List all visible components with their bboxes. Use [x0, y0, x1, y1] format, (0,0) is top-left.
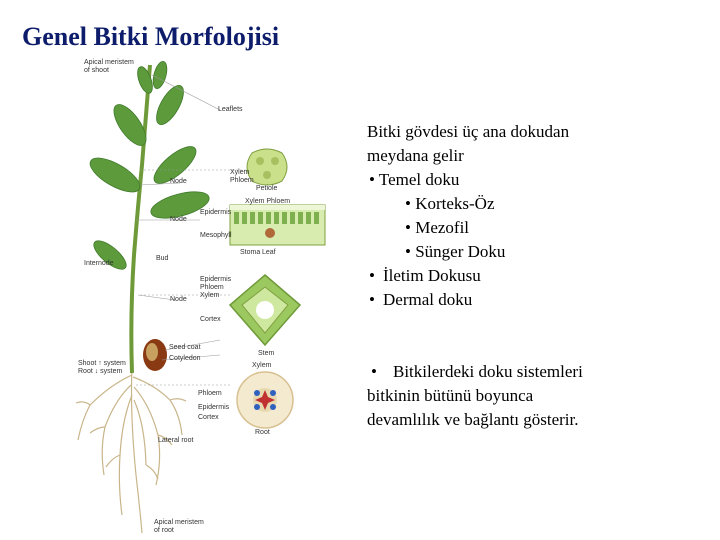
label-apical-meristem-shoot: Apical meristem — [84, 59, 134, 66]
slide-title: Genel Bitki Morfolojisi — [22, 22, 280, 51]
bullet: • — [371, 362, 377, 381]
bullet: • — [369, 290, 375, 309]
label-epidermis-3: Epidermis — [198, 404, 230, 411]
label-apical-meristem-root-2: of root — [154, 527, 174, 534]
leaves-drawing — [85, 60, 212, 274]
label-phloem-1: Phloem — [230, 177, 254, 184]
label-epidermis-2: Epidermis — [200, 276, 232, 283]
label-xylem-2: Xylem — [200, 292, 220, 299]
list-item-vascular-tissue: • İletim Dokusu — [367, 264, 569, 288]
bullet: • — [369, 266, 375, 285]
label-leaf: Leaf — [262, 249, 276, 256]
note-line-1: • Bitkilerdeki doku sistemleri — [367, 360, 583, 384]
label-phloem-3: Phloem — [198, 390, 222, 397]
label-stem: Stem — [258, 350, 275, 357]
stem-drawing — [131, 65, 150, 373]
list-item-ground-tissue: • Temel doku — [369, 170, 460, 189]
label-epidermis-1: Epidermis — [200, 209, 232, 216]
sub-item-spongy-tissue: • Sünger Doku — [405, 242, 506, 261]
label-bud: Bud — [156, 255, 169, 262]
intro-line-2: meydana gelir — [367, 146, 464, 165]
label-node-1: Node — [170, 178, 187, 185]
label-apical-meristem-shoot-2: of shoot — [84, 67, 109, 74]
label-stoma: Stoma — [240, 249, 261, 256]
label-mesophyll: Mesophyll — [200, 232, 232, 239]
label-xylem-phloem: Xylem Phloem — [245, 198, 291, 205]
label-node-2: Node — [170, 216, 187, 223]
stem-cross-section-drawing — [230, 275, 300, 345]
list-item-dermal-tissue: • Dermal doku — [367, 288, 569, 312]
plant-morphology-diagram — [70, 55, 345, 540]
label-leaflets: Leaflets — [218, 106, 243, 113]
label-shoot-system: Shoot ↑ system — [78, 360, 126, 367]
label-internode: Internode — [84, 260, 114, 267]
note-paragraph — [367, 360, 583, 432]
label-cortex-2: Cortex — [198, 414, 219, 421]
bullet: • — [405, 194, 411, 213]
label-lateral-root: Lateral root — [158, 437, 194, 444]
sub-item-mesophyll: • Mezofil — [405, 218, 470, 237]
bullet: • — [369, 170, 375, 189]
label-cotyledon: Cotyledon — [169, 355, 201, 362]
note-line-3: devamlılık ve bağlantı gösterir. — [367, 410, 579, 429]
label-seed-coat: Seed coat — [169, 344, 201, 351]
label-petiole: Petiole — [256, 185, 278, 192]
label-xylem-3: Xylem — [252, 362, 272, 369]
intro-line-1: Bitki gövdesi üç ana dokudan — [367, 122, 570, 141]
label-xylem-1: Xylem — [230, 169, 250, 176]
label-cortex-1: Cortex — [200, 316, 221, 323]
label-root: Root — [255, 429, 270, 436]
bullet: • — [405, 242, 411, 261]
sub-item-cortex-pith: • Korteks-Öz — [405, 194, 495, 213]
bullet: • — [405, 218, 411, 237]
label-phloem-2: Phloem — [200, 284, 224, 291]
label-node-3: Node — [170, 296, 187, 303]
root-system-drawing — [76, 367, 186, 533]
label-apical-meristem-root: Apical meristem — [154, 519, 204, 526]
tissue-list — [367, 120, 569, 312]
root-cross-section-drawing — [237, 372, 293, 428]
note-line-2: bitkinin bütünü boyunca — [367, 386, 534, 405]
leaf-cross-section-drawing — [230, 205, 325, 245]
label-root-system: Root ↓ system — [78, 368, 123, 375]
